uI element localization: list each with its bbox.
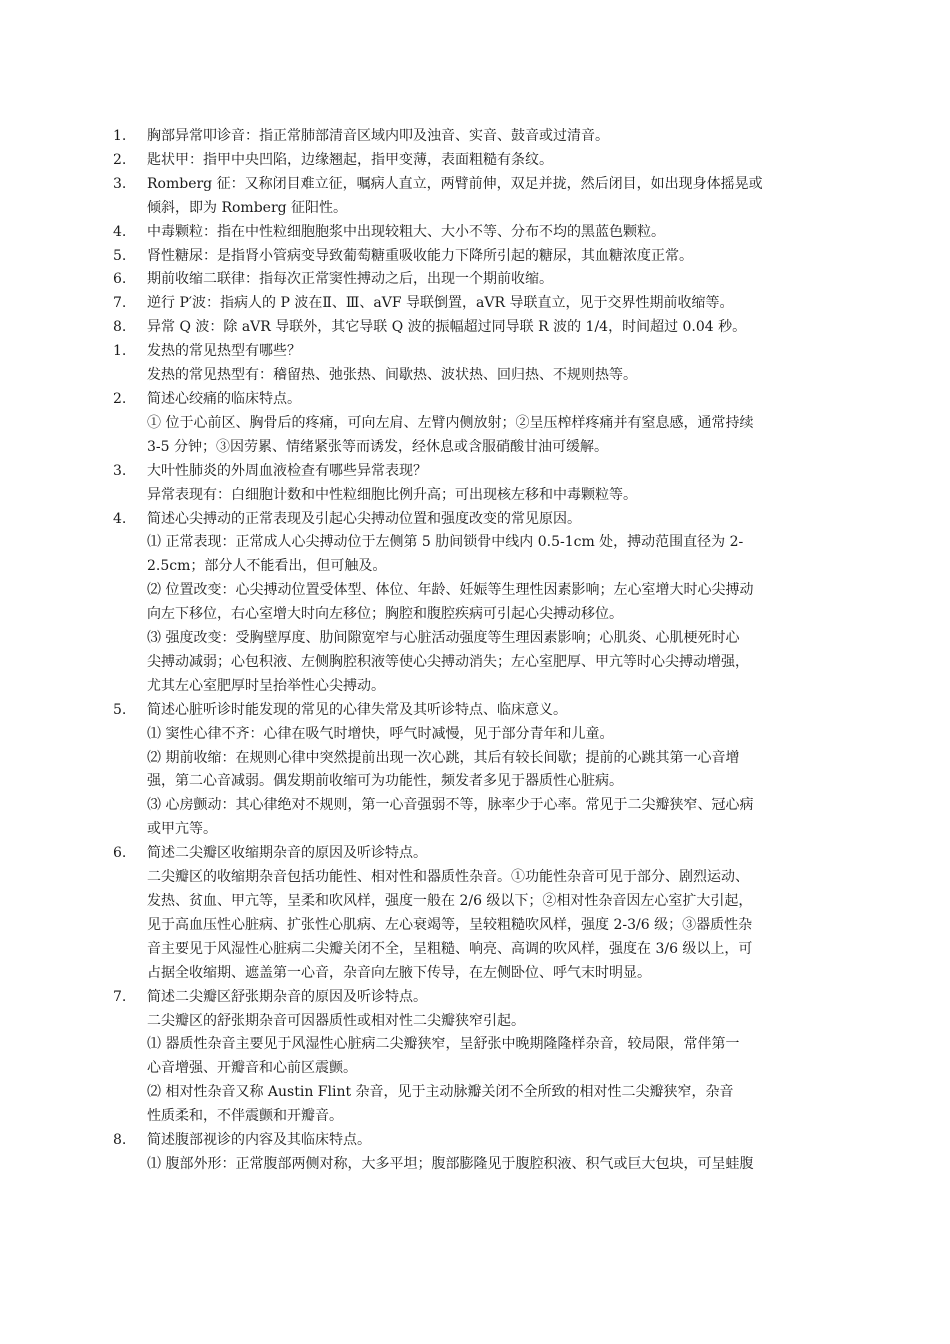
question-text: [147, 1129, 848, 1177]
question-number: 4.: [113, 510, 127, 527]
question-number: 3.: [113, 462, 127, 479]
question-line: 简述二尖瓣区舒张期杂音的原因及听诊特点。: [147, 988, 427, 1005]
question-line: ⑴ 腹部外形：正常腹部两侧对称，大多平坦；腹部膨隆见于腹腔积液、积气或巨大包块，可呈蛙腹: [147, 1155, 754, 1172]
definition-text: [147, 292, 848, 316]
definition-line: 肾性糖尿：是指肾小管病变导致葡萄糖重吸收能力下降所引起的糖尿，其血糖浓度正常。: [147, 247, 693, 264]
definition-line: 倾斜，即为 Romberg 征阳性。: [147, 199, 348, 216]
definition-item: [113, 125, 848, 149]
question-item: [113, 388, 848, 460]
question-number: 8.: [113, 1132, 127, 1149]
question-line: 见于高血压性心脏病、扩张性心肌病、左心衰竭等，呈较粗糙吹风样，强度 2-3/6 级；③器质性杂: [147, 916, 753, 933]
question-line: ⑵ 位置改变：心尖搏动位置受体型、体位、年龄、妊娠等生理性因素影响；左心室增大时心尖搏动: [147, 582, 754, 599]
question-number: 6.: [113, 845, 127, 862]
definition-number: 5.: [113, 247, 127, 264]
definition-text: [147, 125, 848, 149]
question-line: 发热的常见热型有：稽留热、弛张热、间歇热、波状热、回归热、不规则热等。: [147, 367, 637, 384]
definition-line: 逆行 P′波：指病人的 P 波在Ⅱ、Ⅲ、aVF 导联倒置，aVR 导联直立，见于交界性期前收缩等。: [147, 295, 734, 312]
question-line: ① 位于心前区、胸骨后的疼痛，可向左肩、左臂内侧放射；②呈压榨样疼痛并有窒息感，通常持续: [147, 414, 754, 431]
question-number: 2.: [113, 390, 127, 407]
definition-item: [113, 292, 848, 316]
question-item: [113, 460, 848, 508]
question-line: 尤其左心室肥厚时呈抬举性心尖搏动。: [147, 677, 385, 694]
question-line: 向左下移位，右心室增大时向左移位；胸腔和腹腔疾病可引起心尖搏动移位。: [147, 606, 623, 623]
question-line: 二尖瓣区的收缩期杂音包括功能性、相对性和器质性杂音。①功能性杂音可见于部分、剧烈运动、: [147, 869, 749, 886]
definition-number: 3.: [113, 175, 127, 192]
question-line: ⑵ 期前收缩：在规则心律中突然提前出现一次心跳，其后有较长间歇；提前的心跳其第一心音增: [147, 749, 740, 766]
question-text: [147, 340, 848, 388]
question-item: [113, 508, 848, 699]
definition-line: 期前收缩二联律：指每次正常窦性搏动之后，出现一个期前收缩。: [147, 271, 553, 288]
question-line: ⑶ 强度改变：受胸壁厚度、肋间隙宽窄与心脏活动强度等生理因素影响；心肌炎、心肌梗死时心: [147, 630, 740, 647]
question-line: 大叶性肺炎的外周血液检查有哪些异常表现？: [147, 462, 427, 479]
question-line: 2.5cm；部分人不能看出，但可触及。: [147, 558, 387, 575]
definition-text: [147, 173, 848, 221]
definition-text: [147, 268, 848, 292]
question-item: [113, 699, 848, 842]
definition-number: 1.: [113, 128, 127, 144]
question-line: 异常表现有：白细胞计数和中性粒细胞比例升高；可出现核左移和中毒颗粒等。: [147, 486, 637, 503]
question-item: [113, 842, 848, 985]
question-line: ⑴ 窦性心律不齐：心律在吸气时增快，呼气时减慢，见于部分青年和儿童。: [147, 725, 614, 742]
question-line: 简述心尖搏动的正常表现及引起心尖搏动位置和强度改变的常见原因。: [147, 510, 581, 527]
question-line: 或甲亢等。: [147, 821, 217, 838]
question-line: ⑴ 器质性杂音主要见于风湿性心脏病二尖瓣狭窄，呈舒张中晚期隆隆样杂音，较局限，常伴第一: [147, 1036, 740, 1053]
definition-item: [113, 268, 848, 292]
question-line: 二尖瓣区的舒张期杂音可因器质性或相对性二尖瓣狭窄引起。: [147, 1012, 525, 1029]
question-line: ⑴ 正常表现：正常成人心尖搏动位于左侧第 5 肋间锁骨中线内 0.5-1cm 处，搏动范围直径为 2-: [147, 534, 744, 551]
question-line: 发热、贫血、甲亢等，呈柔和吹风样，强度一般在 2/6 级以下；②相对性杂音因左心室扩大引起，: [147, 893, 753, 909]
question-item: [113, 1129, 848, 1177]
question-line: 简述心绞痛的临床特点。: [147, 390, 301, 407]
question-line: 占据全收缩期、遮盖第一心音，杂音向左腋下传导，在左侧卧位、呼气末时明显。: [147, 964, 651, 981]
question-text: [147, 460, 848, 508]
question-line: 3-5 分钟；③因劳累、情绪紧张等而诱发，经休息或含服硝酸甘油可缓解。: [147, 438, 608, 455]
question-line: 发热的常见热型有哪些？: [147, 343, 301, 360]
question-line: 音主要见于风湿性心脏病二尖瓣关闭不全，呈粗糙、响亮、高调的吹风样，强度在 3/6 级以上，可: [147, 940, 753, 957]
definition-line: 匙状甲：指甲中央凹陷，边缘翘起，指甲变薄，表面粗糙有条纹。: [147, 151, 553, 168]
question-text: [147, 699, 848, 842]
question-text: [147, 986, 848, 1129]
question-line: 性质柔和，不伴震颤和开瓣音。: [147, 1108, 343, 1125]
definition-number: 7.: [113, 295, 127, 312]
question-item: [113, 340, 848, 388]
question-line: 简述二尖瓣区收缩期杂音的原因及听诊特点。: [147, 845, 427, 862]
question-text: [147, 508, 848, 699]
questions-section: [113, 340, 848, 1177]
definition-item: [113, 173, 848, 221]
definition-text: [147, 316, 848, 340]
question-line: 简述心脏听诊时能发现的常见的心律失常及其听诊特点、临床意义。: [147, 701, 567, 718]
definition-item: [113, 149, 848, 173]
question-line: ⑶ 心房颤动：其心律绝对不规则，第一心音强弱不等，脉率少于心率。常见于二尖瓣狭窄、冠心病: [147, 797, 754, 814]
question-item: [113, 986, 848, 1129]
definition-text: [147, 221, 848, 245]
question-number: 7.: [113, 988, 127, 1005]
definition-line: 中毒颗粒：指在中性粒细胞胞浆中出现较粗大、大小不等、分布不均的黑蓝色颗粒。: [147, 223, 665, 240]
definition-number: 6.: [113, 271, 127, 288]
definition-number: 8.: [113, 319, 127, 336]
definition-item: [113, 245, 848, 269]
question-number: 5.: [113, 701, 127, 718]
definition-line: 胸部异常叩诊音：指正常肺部清音区域内叩及浊音、实音、鼓音或过清音。: [147, 128, 609, 144]
document-content: [113, 125, 848, 1177]
definition-number: 2.: [113, 151, 127, 168]
definition-number: 4.: [113, 223, 127, 240]
definition-item: [113, 316, 848, 340]
definition-line: 异常 Q 波：除 aVR 导联外，其它导联 Q 波的振幅超过同导联 R 波的 1/4，时间超过 0.04 秒。: [147, 319, 747, 336]
definition-text: [147, 245, 848, 269]
question-line: 心音增强、开瓣音和心前区震颤。: [147, 1060, 357, 1077]
question-line: ⑵ 相对性杂音又称 Austin Flint 杂音，见于主动脉瓣关闭不全所致的相对性二尖瓣狭窄，杂音: [147, 1084, 734, 1101]
definition-line: Romberg 征：又称闭目难立征，嘱病人直立，两臂前伸，双足并拢，然后闭目，如出现身体摇晃或: [147, 175, 763, 192]
question-line: 强，第二心音减弱。偶发期前收缩可为功能性，频发者多见于器质性心脏病。: [147, 773, 623, 790]
question-line: 尖搏动减弱；心包积液、左侧胸腔积液等使心尖搏动消失；左心室肥厚、甲亢等时心尖搏动增强，: [147, 653, 749, 670]
definitions-section: [113, 125, 848, 340]
definition-text: [147, 149, 848, 173]
definition-item: [113, 221, 848, 245]
question-text: [147, 842, 848, 985]
question-number: 1.: [113, 343, 127, 360]
question-line: 简述腹部视诊的内容及其临床特点。: [147, 1132, 371, 1149]
question-text: [147, 388, 848, 460]
